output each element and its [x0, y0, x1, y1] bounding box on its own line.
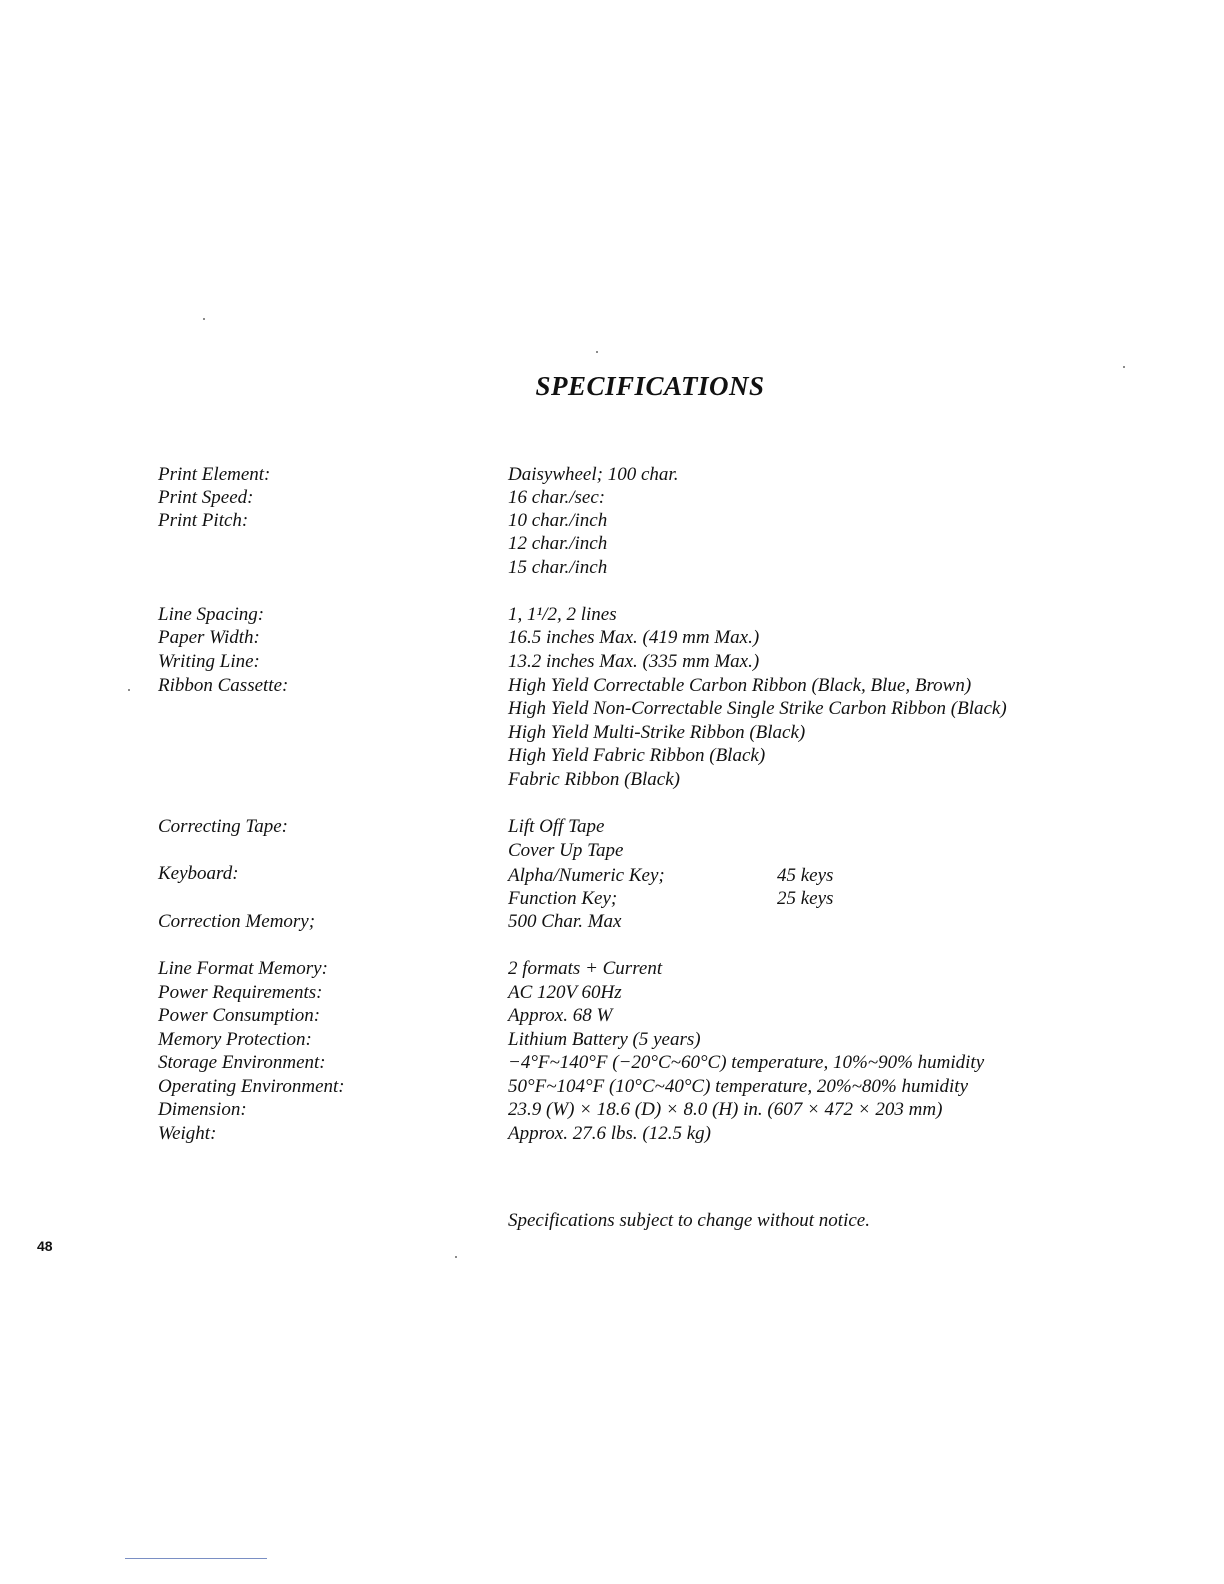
spec-label-print-speed: Print Speed: — [158, 487, 254, 508]
spec-value-print-pitch: 12 char./inch — [508, 533, 608, 554]
spec-value-dimension: 23.9 (W) × 18.6 (D) × 8.0 (H) in. (607 × 472 × 203 mm) — [508, 1099, 943, 1120]
spec-label-dimension: Dimension: — [158, 1099, 247, 1120]
spec-value-keyboard-count: 45 keys — [777, 865, 834, 886]
spec-value-weight: Approx. 27.6 lbs. (12.5 kg) — [508, 1123, 711, 1144]
spec-value-paper-width: 16.5 inches Max. (419 mm Max.) — [508, 627, 760, 648]
spec-value-ribbon-cassette: High Yield Correctable Carbon Ribbon (Black, Blue, Brown) — [508, 675, 972, 696]
spec-label-line-spacing: Line Spacing: — [158, 604, 265, 625]
spec-label-weight: Weight: — [158, 1123, 217, 1144]
spec-value-print-pitch: 10 char./inch — [508, 510, 608, 531]
spec-label-ribbon-cassette: Ribbon Cassette: — [158, 675, 289, 696]
scan-speck — [596, 351, 598, 353]
bottom-rule — [125, 1558, 267, 1559]
spec-label-power-consumption: Power Consumption: — [158, 1005, 321, 1026]
spec-label-keyboard: Keyboard: — [158, 863, 239, 884]
scan-speck — [203, 318, 205, 320]
spec-label-correction-memory: Correction Memory; — [158, 911, 316, 932]
spec-label-storage-environment: Storage Environment: — [158, 1052, 326, 1073]
spec-value-writing-line: 13.2 inches Max. (335 mm Max.) — [508, 651, 760, 672]
spec-label-print-pitch: Print Pitch: — [158, 510, 249, 531]
spec-value-print-element: Daisywheel; 100 char. — [508, 464, 679, 485]
spec-label-print-element: Print Element: — [158, 464, 271, 485]
page-number: 48 — [37, 1238, 53, 1254]
spec-value-storage-environment: −4°F~140°F (−20°C~60°C) temperature, 10%~90% humidity — [508, 1052, 985, 1073]
spec-value-keyboard-key: Function Key; — [508, 888, 618, 909]
spec-label-correcting-tape: Correcting Tape: — [158, 816, 289, 837]
spec-value-ribbon-cassette: High Yield Non-Correctable Single Strike Carbon Ribbon (Black) — [508, 698, 1007, 719]
spec-value-power-requirements: AC 120V 60Hz — [508, 982, 622, 1003]
scan-speck — [128, 689, 130, 691]
spec-value-correcting-tape: Lift Off Tape — [508, 816, 605, 837]
spec-label-memory-protection: Memory Protection: — [158, 1029, 312, 1050]
spec-value-keyboard-key: Alpha/Numeric Key; — [508, 865, 665, 886]
specifications-notice: Specifications subject to change without notice. — [508, 1210, 870, 1231]
scan-speck — [1123, 366, 1125, 368]
spec-label-line-format-memory: Line Format Memory: — [158, 958, 328, 979]
spec-value-power-consumption: Approx. 68 W — [508, 1005, 613, 1026]
spec-value-memory-protection: Lithium Battery (5 years) — [508, 1029, 701, 1050]
spec-label-paper-width: Paper Width: — [158, 627, 260, 648]
spec-value-print-speed: 16 char./sec: — [508, 487, 606, 508]
spec-value-ribbon-cassette: Fabric Ribbon (Black) — [508, 769, 681, 790]
spec-value-operating-environment: 50°F~104°F (10°C~40°C) temperature, 20%~80% humidity — [508, 1076, 968, 1097]
spec-label-operating-environment: Operating Environment: — [158, 1076, 345, 1097]
spec-value-keyboard-count: 25 keys — [777, 888, 834, 909]
page-title: SPECIFICATIONS — [535, 371, 765, 401]
scan-speck — [455, 1256, 457, 1258]
spec-label-power-requirements: Power Requirements: — [158, 982, 323, 1003]
spec-value-print-pitch: 15 char./inch — [508, 557, 608, 578]
spec-value-correction-memory: 500 Char. Max — [508, 911, 622, 932]
spec-value-ribbon-cassette: High Yield Fabric Ribbon (Black) — [508, 745, 766, 766]
spec-value-line-spacing: 1, 1¹/2, 2 lines — [508, 604, 617, 625]
spec-label-writing-line: Writing Line: — [158, 651, 260, 672]
spec-value-correcting-tape: Cover Up Tape — [508, 840, 624, 861]
spec-value-line-format-memory: 2 formats + Current — [508, 958, 663, 979]
spec-value-ribbon-cassette: High Yield Multi-Strike Ribbon (Black) — [508, 722, 806, 743]
